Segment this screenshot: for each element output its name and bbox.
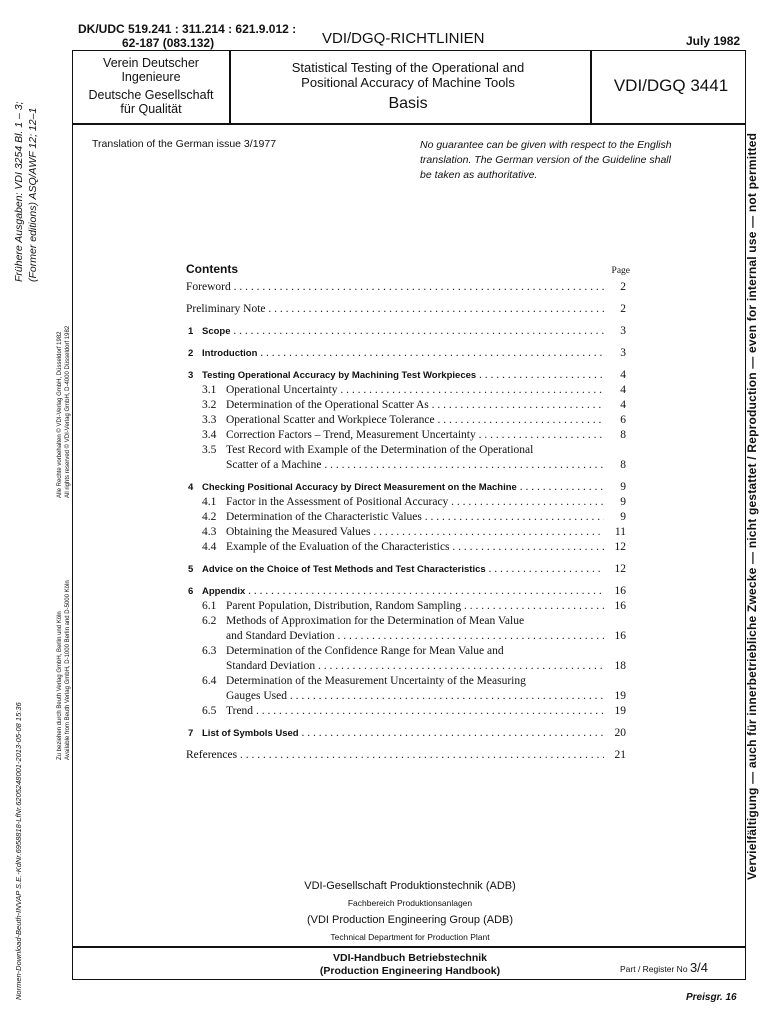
toc-entry-page: 20 bbox=[614, 727, 626, 739]
toc-entry-title: Preliminary Note . . . bbox=[186, 302, 604, 317]
toc-entry bbox=[186, 562, 630, 577]
toc-header bbox=[186, 262, 630, 276]
toc-entry bbox=[186, 383, 630, 398]
toc-entry-page: 16 bbox=[614, 600, 626, 612]
toc-entry-number: 6.2 bbox=[202, 615, 217, 627]
toc-entry-number: 4.3 bbox=[202, 526, 217, 538]
toc-entry-number: 6.4 bbox=[202, 675, 217, 687]
toc-entry bbox=[186, 525, 630, 540]
toc-entry-title: Methods of Approximation for the Determination of Mean Value bbox=[226, 615, 525, 627]
toc-entry bbox=[186, 428, 630, 443]
toc-entry-number: 4 bbox=[188, 482, 194, 493]
toc-heading: Contents bbox=[186, 262, 238, 276]
toc-entry-page: 9 bbox=[620, 481, 626, 493]
toc-entry-page: 4 bbox=[620, 384, 626, 396]
toc-entry bbox=[186, 614, 630, 629]
rights-de: Alle Rechte vorbehalten © VDI-Verlag GmbH, Düsseldorf 1982 bbox=[57, 331, 63, 498]
toc-entry-page: 18 bbox=[614, 660, 626, 672]
toc-entry bbox=[186, 480, 630, 495]
availability-note bbox=[56, 580, 72, 760]
footer-top-rule bbox=[72, 946, 746, 948]
toc-entry bbox=[186, 674, 630, 689]
toc-entry-title: Appendix . . . bbox=[202, 584, 604, 599]
issuer-dgq-line-1: Deutsche Gesellschaft bbox=[88, 88, 214, 102]
title-subtitle: Basis bbox=[388, 95, 428, 112]
toc-entry bbox=[186, 413, 630, 428]
availability-de: Zu beziehen durch Beuth Verlag GmbH, Berlin und Köln bbox=[57, 611, 63, 760]
toc-entry-number: 3.3 bbox=[202, 414, 217, 426]
toc-entry-page: 11 bbox=[614, 526, 626, 538]
toc-entry-page: 4 bbox=[620, 399, 626, 411]
handbook-en: (Production Engineering Handbook) bbox=[319, 965, 501, 977]
toc-entry-title: Test Record with Example of the Determination of the Operational bbox=[226, 444, 534, 456]
publisher-dept-en: Technical Department for Production Plant bbox=[330, 932, 490, 942]
issuer-dgq-line-2: für Qualität bbox=[120, 102, 182, 116]
former-editions-note bbox=[12, 101, 40, 282]
translation-note: Translation of the German issue 3/1977 bbox=[92, 138, 277, 150]
toc-entry-number: 3.1 bbox=[202, 384, 217, 396]
toc-entry bbox=[186, 599, 630, 614]
toc-entry-page: 8 bbox=[620, 459, 626, 471]
toc-entry-number: 3.5 bbox=[202, 444, 217, 456]
toc-entry-title: Standard Deviation . . . bbox=[226, 659, 604, 674]
table-of-contents bbox=[186, 262, 630, 763]
toc-entry-title: Gauges Used . . . bbox=[226, 689, 604, 704]
toc-entry-page: 16 bbox=[614, 630, 626, 642]
document-number: VDI/DGQ 3441 bbox=[613, 76, 729, 95]
toc-entry-number: 2 bbox=[188, 348, 194, 359]
toc-entry bbox=[186, 368, 630, 383]
toc-entry-page: 12 bbox=[614, 563, 626, 575]
publisher-group-en: (VDI Production Engineering Group (ADB) bbox=[306, 914, 514, 926]
toc-entry-number: 6.1 bbox=[202, 600, 217, 612]
toc-entry-title: Determination of the Confidence Range for Mean Value and bbox=[226, 645, 504, 657]
publisher-block bbox=[260, 878, 560, 946]
toc-entry-number: 1 bbox=[188, 326, 194, 337]
toc-entry-number: 4.1 bbox=[202, 496, 217, 508]
toc-entry-page: 9 bbox=[620, 496, 626, 508]
toc-entry-page: 19 bbox=[614, 690, 626, 702]
toc-entry-number: 6 bbox=[188, 586, 194, 597]
toc-entry-title: Correction Factors – Trend, Measurement Uncertainty . . . bbox=[226, 428, 604, 443]
toc-entry-title: Determination of the Operational Scatter As . . . bbox=[226, 398, 604, 413]
toc-entry bbox=[186, 458, 630, 473]
toc-entry bbox=[186, 302, 630, 317]
toc-entry-title: Determination of the Measurement Uncertainty of the Measuring bbox=[226, 675, 526, 687]
toc-entry-page: 3 bbox=[620, 347, 626, 359]
toc-entry-page: 12 bbox=[614, 541, 626, 553]
toc-entry-number: 7 bbox=[188, 728, 194, 739]
publisher-dept-de: Fachbereich Produktionsanlagen bbox=[347, 898, 473, 908]
toc-entry-title: Advice on the Choice of Test Methods and Test Characteristics . . . bbox=[202, 562, 604, 577]
register-value: 3/4 bbox=[689, 960, 709, 975]
price-group: Preisgr. 16 bbox=[686, 992, 737, 1003]
toc-entry-page: 3 bbox=[620, 325, 626, 337]
udc-line-2: 62-187 (083.132) bbox=[122, 36, 215, 50]
toc-entry-title: Introduction . . . bbox=[202, 346, 604, 361]
toc-entry-page: 6 bbox=[620, 414, 626, 426]
toc-entry bbox=[186, 280, 630, 295]
toc-entry-title: Checking Positional Accuracy by Direct Measurement on the Machine . . . bbox=[202, 480, 604, 495]
register-number bbox=[620, 960, 708, 975]
toc-entry-title: References . . . bbox=[186, 748, 604, 763]
toc-page-label: Page bbox=[611, 266, 630, 276]
udc-classification bbox=[78, 22, 296, 50]
toc-entry-title: Testing Operational Accuracy by Machining Test Workpieces . . . bbox=[202, 368, 604, 383]
toc-entry bbox=[186, 704, 630, 719]
toc-entry-title: Determination of the Characteristic Values . . . bbox=[226, 510, 604, 525]
toc-entry-title: Obtaining the Measured Values . . . bbox=[226, 525, 604, 540]
toc-entry bbox=[186, 644, 630, 659]
toc-entry-title: Parent Population, Distribution, Random Sampling . . . bbox=[226, 599, 604, 614]
publisher-group-de: VDI-Gesellschaft Produktionstechnik (ADB) bbox=[304, 880, 516, 892]
reproduction-notice: Vervielfältigung — auch für innerbetriebliche Zwecke — nicht gestattet / Reproduction — even for internal use — not permitted bbox=[745, 132, 759, 880]
issuer-vdi-line-1: Verein Deutscher bbox=[103, 56, 199, 70]
toc-entry-page: 19 bbox=[614, 705, 626, 717]
toc-entry-page: 9 bbox=[620, 511, 626, 523]
toc-entry-number: 4.4 bbox=[202, 541, 217, 553]
translation-disclaimer: No guarantee can be given with respect to the English translation. The German version of the Guideline shall be taken as authoritative. bbox=[420, 139, 672, 181]
udc-line-1: DK/UDC 519.241 : 311.214 : 621.9.012 : bbox=[78, 22, 297, 36]
toc-entry-page: 21 bbox=[614, 749, 626, 761]
toc-entry-title: and Standard Deviation . . . bbox=[226, 629, 604, 644]
toc-entry-page: 8 bbox=[620, 429, 626, 441]
header-divider-2 bbox=[590, 50, 592, 124]
toc-entry-number: 4.2 bbox=[202, 511, 217, 523]
toc-entry-page: 2 bbox=[620, 281, 626, 293]
toc-entry bbox=[186, 540, 630, 555]
toc-entry-number: 6.5 bbox=[202, 705, 217, 717]
toc-entry bbox=[186, 584, 630, 599]
toc-entry-title: Operational Scatter and Workpiece Tolerance . . . bbox=[226, 413, 604, 428]
toc-entry-page: 2 bbox=[620, 303, 626, 315]
toc-entry-number: 3 bbox=[188, 370, 194, 381]
header-divider-1 bbox=[229, 50, 231, 124]
issue-date: July 1982 bbox=[686, 34, 741, 48]
toc-entry-number: 3.4 bbox=[202, 429, 217, 441]
toc-entry-number: 5 bbox=[188, 564, 194, 575]
toc-entry bbox=[186, 346, 630, 361]
toc-entry-title: Scatter of a Machine . . . bbox=[226, 458, 604, 473]
toc-entry bbox=[186, 689, 630, 704]
toc-entry-title: Example of the Evaluation of the Characteristics . . . bbox=[226, 540, 604, 555]
toc-entry-number: 6.3 bbox=[202, 645, 217, 657]
title-line-1: Statistical Testing of the Operational and bbox=[291, 60, 525, 75]
register-label: Part / Register No bbox=[620, 964, 688, 974]
toc-entry-page: 16 bbox=[614, 585, 626, 597]
title-line-2: Positional Accuracy of Machine Tools bbox=[301, 75, 515, 90]
toc-entry-number: 3.2 bbox=[202, 399, 217, 411]
series-title: VDI/DGQ-RICHTLINIEN bbox=[322, 30, 485, 47]
toc-entries bbox=[186, 280, 630, 763]
toc-entry-title: List of Symbols Used . . . bbox=[202, 726, 604, 741]
toc-entry-title: Foreword . . . bbox=[186, 280, 604, 295]
issuer-vdi-line-2: Ingenieure bbox=[121, 70, 181, 84]
former-line-2: (Former editions) ASQ/AWF 12; 12–1 bbox=[27, 107, 39, 282]
toc-entry bbox=[186, 495, 630, 510]
rights-en: All rights reserved © VDI-Verlag GmbH, D-4000 Düsseldorf 1982 bbox=[65, 325, 71, 498]
document-title bbox=[240, 60, 576, 111]
toc-entry bbox=[186, 748, 630, 763]
toc-entry-title: Scope . . . bbox=[202, 324, 604, 339]
handbook-info bbox=[260, 952, 560, 978]
toc-entry bbox=[186, 726, 630, 741]
toc-entry bbox=[186, 324, 630, 339]
download-stamp: Normen-Download-Beuth-INVAP S.E.-KdNr.6958818-LfNr.6205248001-2013-05-08 15:36 bbox=[14, 702, 23, 1000]
toc-entry bbox=[186, 398, 630, 413]
toc-entry bbox=[186, 443, 630, 458]
former-line-1: Frühere Ausgaben: VDI 3254 Bl. 1 – 3; bbox=[13, 101, 25, 282]
toc-entry-title: Operational Uncertainty . . . bbox=[226, 383, 604, 398]
header-bottom-rule bbox=[72, 123, 746, 125]
issuing-organisations bbox=[76, 56, 226, 116]
toc-entry-title: Trend . . . bbox=[226, 704, 604, 719]
toc-entry bbox=[186, 629, 630, 644]
copyright-note bbox=[56, 326, 72, 498]
toc-entry bbox=[186, 659, 630, 674]
toc-entry-title: Factor in the Assessment of Positional Accuracy . . . bbox=[226, 495, 604, 510]
handbook-de: VDI-Handbuch Betriebstechnik bbox=[332, 952, 488, 964]
toc-entry bbox=[186, 510, 630, 525]
availability-en: Available from Beuth Verlag GmbH, D-1000 Berlin and D-5000 Köln bbox=[65, 580, 71, 760]
toc-entry-page: 4 bbox=[620, 369, 626, 381]
